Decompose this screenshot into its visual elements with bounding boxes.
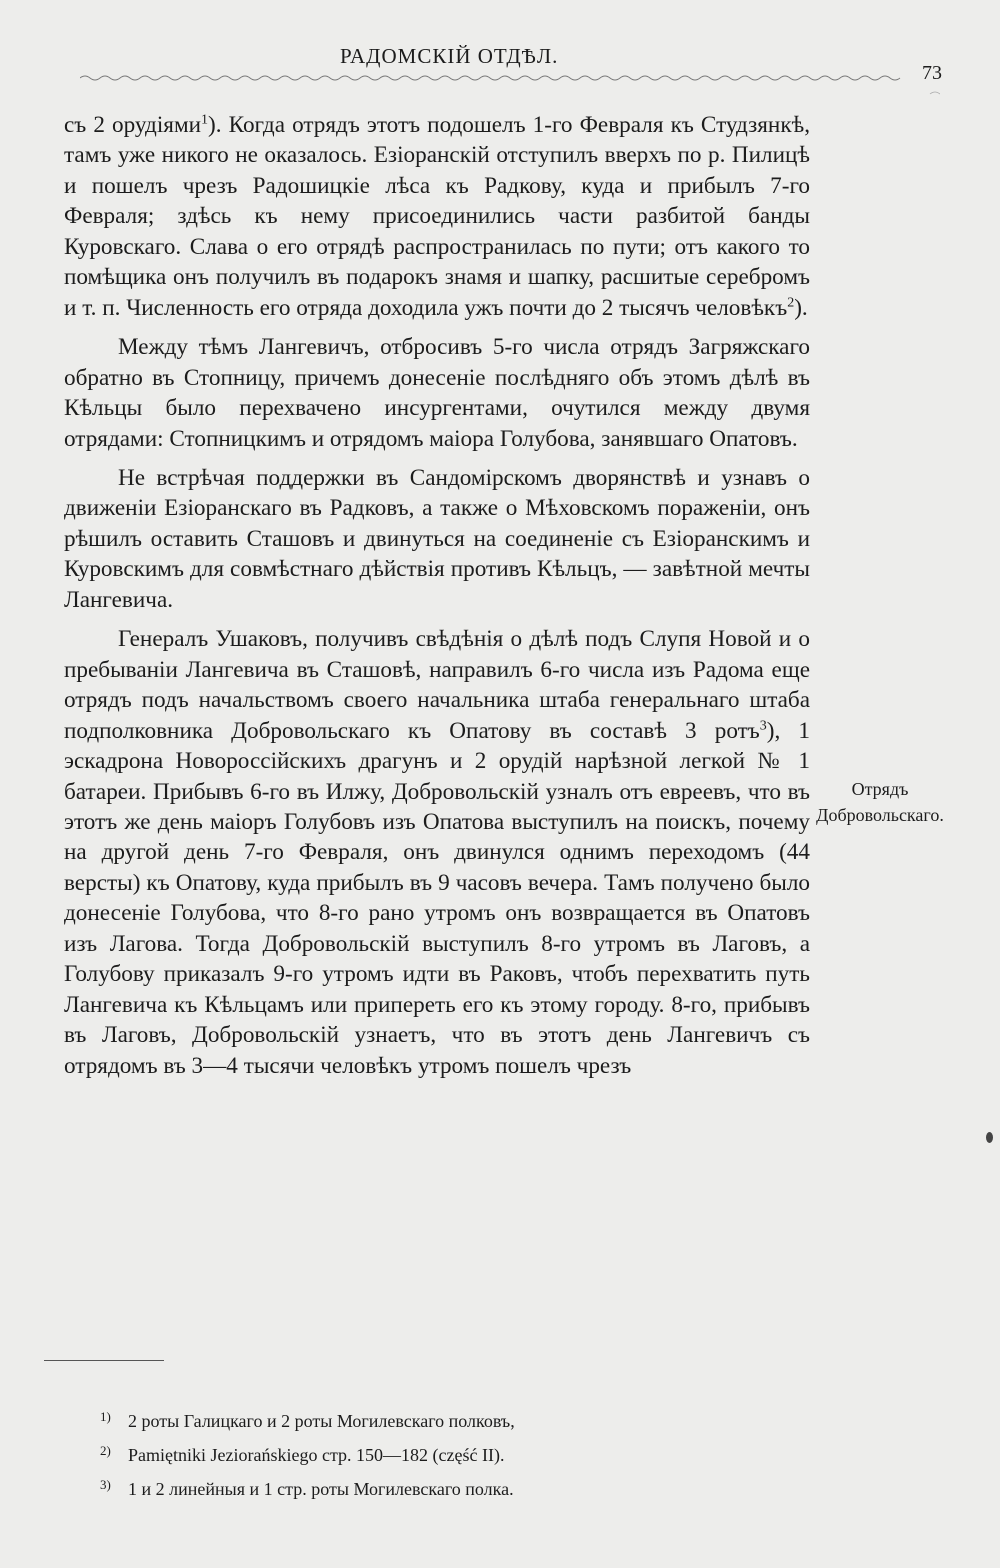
paragraph-1-text-c: ). xyxy=(794,294,808,321)
footnotes xyxy=(100,1402,800,1504)
paragraph-4-text-b: ), 1 эскадрона Новороссійскихъ драгунъ и 2 орудій нарѣзной легкой № 1 батареи. Прибывъ 6-го въ Илжу, Добровольскій узналъ отъ евреевъ, что въ этотъ же день маіоръ Голубовъ изъ Опатова выступилъ на поискъ, почему на другой день 7-го Февраля, онъ двинулся однимъ переходомъ (44 версты) къ Опатову, куда прибылъ въ 9 часовъ вечера. Тамъ получено было донесеніе Голубова, что 8-го рано утромъ онъ возвращается въ Опатовъ изъ Лагова. Тогда Добровольскій выступилъ 8-го утромъ въ Лаговъ, а Голубову приказалъ 9-го утромъ идти въ Раковъ, чтобъ перехватить путь Лангевича къ Кѣльцамъ или припереть его къ этому городу. 8-го, прибывъ въ Лаговъ, Добровольскій узнаетъ, что въ этотъ день Лангевичъ съ отрядомъ въ 3—4 тысячи человѣкъ утромъ пошелъ чрезъ xyxy=(64,717,810,1079)
footnote-3-text: 1 и 2 линейныя и 1 стр. роты Могилевскаго полка. xyxy=(128,1479,514,1499)
margin-note: Отрядъ Добровольскаго. xyxy=(816,779,944,825)
footnote-ref-2: 2 xyxy=(787,294,795,310)
main-text xyxy=(64,110,810,1081)
footnote-2-mark: 2) xyxy=(100,1443,111,1458)
paragraph-1-text-a: съ 2 орудіями xyxy=(64,112,202,138)
wavy-rule-line xyxy=(80,76,900,80)
footnote-3-mark: 3) xyxy=(100,1477,111,1492)
decorative-wavy-rule xyxy=(80,68,940,108)
footnote-1-mark: 1) xyxy=(100,1409,111,1424)
running-title: РАДОМСКІЙ ОТДѢЛ. xyxy=(340,44,559,68)
footnote-rule xyxy=(44,1360,164,1361)
page-number: 73 xyxy=(922,62,942,84)
paragraph-1-text-b: ). Когда отрядъ этотъ подошелъ 1-го Февраля къ Студзянкѣ, тамъ уже никого не оказалось. Езіоранскій отступилъ вверхъ по р. Пилицѣ и пошелъ чрезъ Радошицкіе лѣса къ Радкову, куда и прибылъ 7-го Февраля; здѣсь къ нему присоединились части разбитой банды Куровскаго. Слава о его отрядѣ распространилась по пути; отъ какого то помѣщика онъ получилъ въ подарокъ знамя и шапку, расшитые серебромъ и т. п. Численность его отряда доходила ужъ почти до 2 тысячъ человѣкъ xyxy=(64,112,810,321)
paragraph-3: Не встрѣчая поддержки въ Сандомірскомъ дворянствѣ и узнавъ о движеніи Езіоранскаго въ Радковъ, а также о Мѣховскомъ пораженіи, онъ рѣшилъ оставить Сташовъ и двинуться на соединеніе съ Езіоранскимъ и Куровскимъ для совмѣстнаго дѣйствія противъ Кѣльцъ, — завѣтной мечты Лангевича. xyxy=(64,464,810,613)
footnote-2-text: Pamiętniki Jeziorańskiego стр. 150—182 (część II). xyxy=(128,1445,505,1465)
footnote-3 xyxy=(100,1470,800,1504)
paragraph-2: Между тѣмъ Лангевичъ, отбросивъ 5-го числа отрядъ Загряжскаго обратно въ Стопницу, причемъ донесеніе послѣдняго объ этомъ дѣлѣ въ Кѣльцы было перехвачено инсургентами, очутился между двумя отрядами: Стопницкимъ и отрядомъ маіора Голубова, занявшаго Опатовъ. xyxy=(64,334,810,452)
wavy-rule-line-lower xyxy=(930,92,940,96)
footnote-ref-1: 1 xyxy=(201,112,209,128)
footnote-2 xyxy=(100,1436,800,1470)
paragraph-4-text-a: Генералъ Ушаковъ, получивъ свѣдѣнія о дѣлѣ подъ Слупя Новой и о пребываніи Лангевича въ Сташовѣ, направилъ 6-го числа изъ Радома еще отрядъ подъ начальствомъ своего начальника штаба генеральнаго штаба подполковника Добровольскаго къ Опатову въ составѣ 3 ротъ xyxy=(64,626,810,744)
footnote-ref-3: 3 xyxy=(759,717,767,733)
footnote-1-text: 2 роты Галицкаго и 2 роты Могилевскаго полковъ, xyxy=(128,1411,515,1431)
footnote-1 xyxy=(100,1402,800,1436)
ink-speck xyxy=(986,1132,993,1143)
paragraph-1 xyxy=(64,110,810,323)
paragraph-4 xyxy=(64,624,810,1081)
